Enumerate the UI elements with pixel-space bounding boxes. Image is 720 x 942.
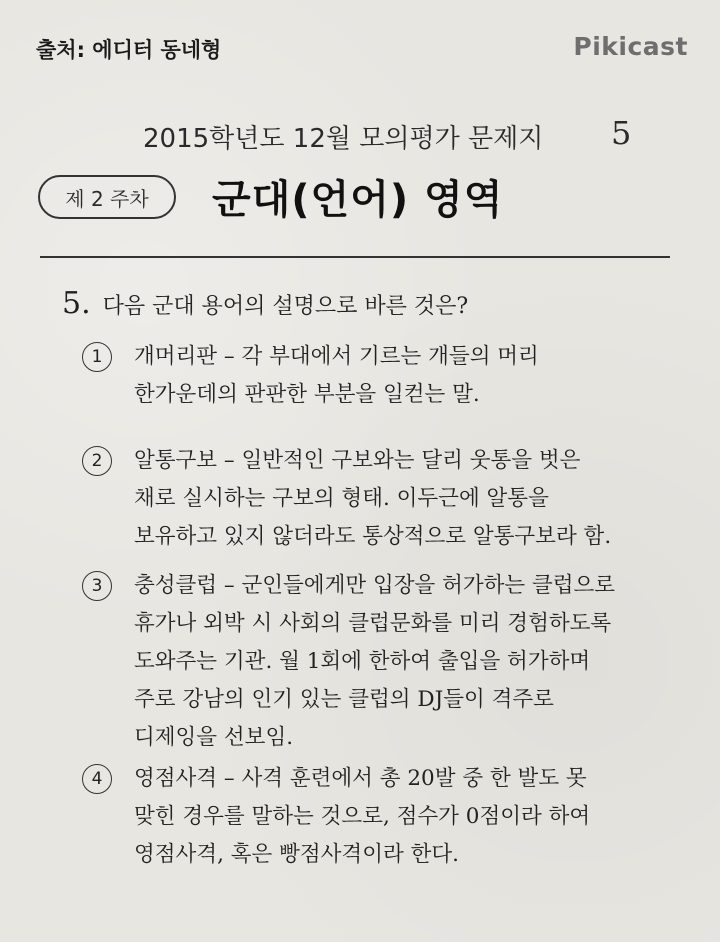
question — [62, 286, 468, 321]
option-line: 디제잉을 선보임. — [134, 725, 294, 750]
option-line: 충성클럽 – 군인들에게만 입장을 허가하는 클럽으로 — [134, 573, 616, 598]
page-number: 5 — [611, 114, 632, 152]
option-line: 영점사격 – 사격 훈련에서 총 20발 중 한 발도 못 — [134, 766, 587, 791]
pikicast-logo: Pikicast — [573, 32, 688, 61]
exam-title: 2015학년도 12월 모의평가 문제지 — [143, 124, 544, 154]
option-text — [134, 567, 615, 757]
option-marker: 3 — [82, 571, 112, 601]
option-line: 휴가나 외박 시 사회의 클럽문화를 미리 경험하도록 — [134, 611, 612, 636]
question-number: 5. — [62, 286, 91, 321]
week-badge — [38, 175, 176, 219]
option-2 — [82, 442, 611, 556]
option-marker: 1 — [82, 342, 112, 372]
question-text: 다음 군대 용어의 설명으로 바른 것은? — [102, 294, 469, 319]
option-line: 알통구보 – 일반적인 구보와는 달리 웃통을 벗은 — [134, 448, 581, 473]
option-line: 개머리판 – 각 부대에서 기르는 개들의 머리 — [134, 344, 539, 369]
divider — [40, 256, 670, 258]
option-marker: 2 — [82, 446, 112, 476]
option-line: 주로 강남의 인기 있는 클럽의 DJ들이 격주로 — [134, 687, 554, 712]
section-title: 군대(언어) 영역 — [212, 177, 504, 223]
source-credit: 출처: 에디터 동네형 — [36, 38, 222, 62]
option-line: 영점사격, 혹은 빵점사격이라 한다. — [134, 842, 459, 867]
option-line: 채로 실시하는 구보의 형태. 이두근에 알통을 — [134, 486, 549, 511]
option-line: 맞힌 경우를 말하는 것으로, 점수가 0점이라 하여 — [134, 804, 591, 829]
week-badge-label: 제 2 주차 — [65, 186, 149, 211]
option-marker: 4 — [82, 764, 112, 794]
option-text — [134, 760, 590, 874]
option-line: 한가운데의 판판한 부분을 일컫는 말. — [134, 382, 480, 407]
option-3 — [82, 567, 615, 757]
option-line: 도와주는 기관. 월 1회에 한하여 출입을 허가하며 — [134, 649, 591, 674]
option-text — [134, 442, 611, 556]
option-1 — [82, 338, 539, 414]
option-text — [134, 338, 539, 414]
option-4 — [82, 760, 590, 874]
option-line: 보유하고 있지 않더라도 통상적으로 알통구보라 함. — [134, 524, 612, 549]
